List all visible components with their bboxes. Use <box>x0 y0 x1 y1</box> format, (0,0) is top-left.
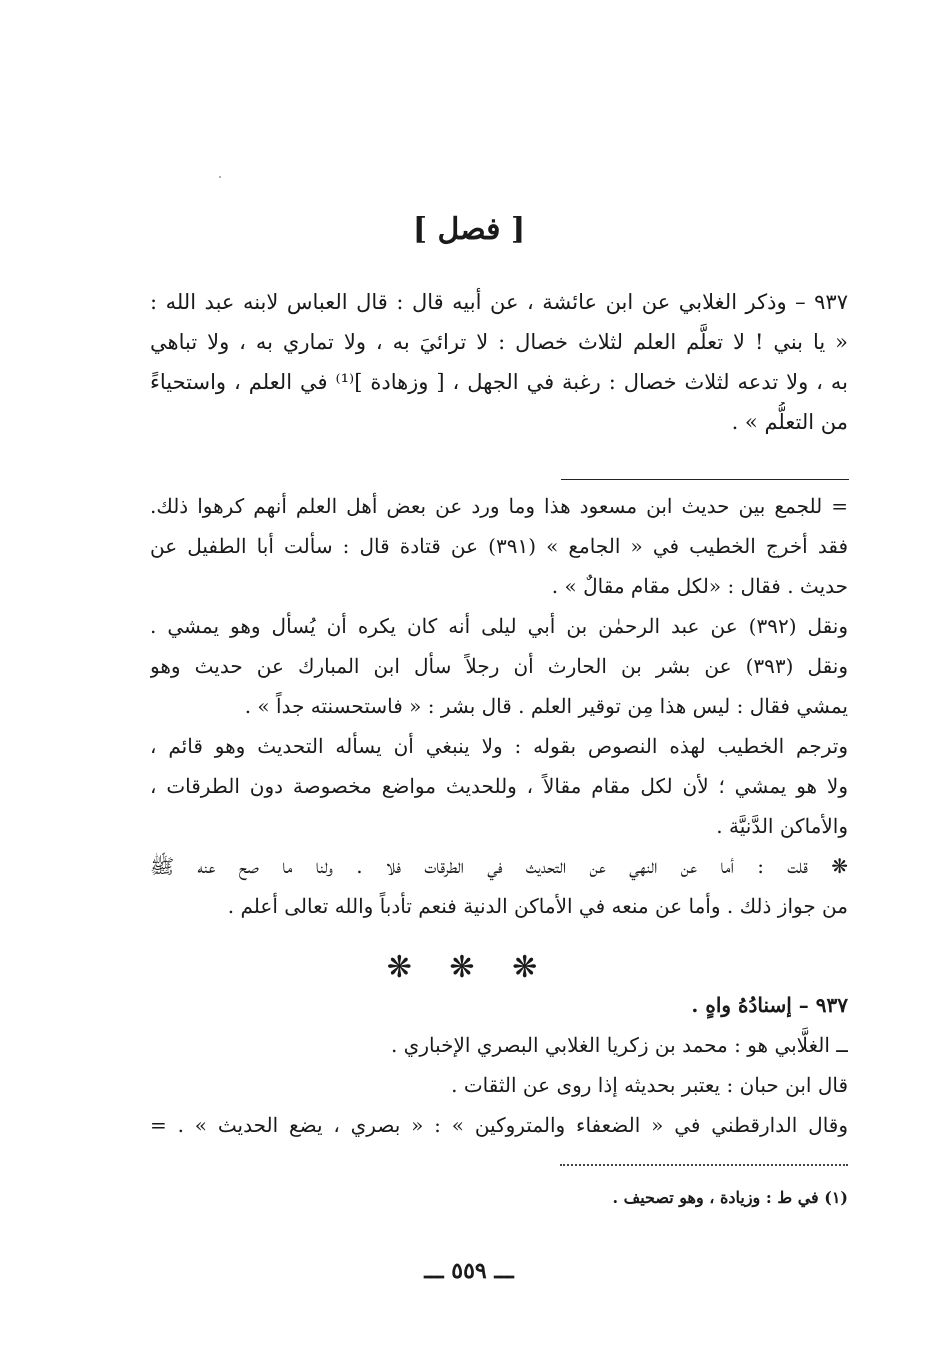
page-number: ـــ ٥٥٩ ـــ <box>424 1258 514 1284</box>
commentary-line: ونقل (٣٩٢) عن عبد الرحمٰن بن أبي ليلى أنه كان يكره أن يُسأل وهو يمشي . <box>150 614 848 638</box>
commentary <box>150 486 848 926</box>
commentary-line: والأماكن الدَّنيَّة . <box>716 814 848 838</box>
commentary-line: من جواز ذلك . وأما عن منعه في الأماكن الدنية فنعم تأدباً والله تعالى أعلم . <box>227 894 848 918</box>
hadith-line: به ، ولا تدعه لثلاث خصال : رغبة في الجهل ، [ وزهادة ]⁽¹⁾ في العلم ، واستحياءً <box>150 370 848 394</box>
star-separator: ❋ ❋ ❋ <box>386 950 552 985</box>
commentary-line: حديث . فقال : «لكل مقام مقالٌ » . <box>551 574 848 598</box>
takhrij-line: ــ الغلَّابي هو : محمد بن زكريا الغلابي البصري الإخباري . <box>390 1033 848 1057</box>
speck <box>219 176 221 178</box>
footnote: (١) في ط : وزيادة ، وهو تصحيف . <box>612 1188 848 1207</box>
commentary-line: ❋ قلت : أما عن النهي عن التحديث في الطرقات فلا . ولنا ما صح عنه ﷺ <box>150 854 848 878</box>
commentary-line: وترجم الخطيب لهذه النصوص بقوله : ولا ينبغي أن يسأله التحديث وهو قائم ، <box>150 734 848 758</box>
footnote-rule <box>561 479 849 480</box>
takhrij-line: قال ابن حبان : يعتبر بحديثه إذا روى عن الثقات . <box>451 1073 848 1097</box>
takhrij-heading: ٩٣٧ – إسنادُهُ واهٍ . <box>691 993 848 1017</box>
takhrij-line: وقال الدارقطني في « الضعفاء والمتروكين » : « بصري ، يضع الحديث » . = <box>150 1113 848 1137</box>
commentary-line: = للجمع بين حديث ابن مسعود هذا وما ورد عن بعض أهل العلم أنهم كرهوا ذلك. <box>150 494 848 518</box>
commentary-line: ونقل (٣٩٣) عن بشر بن الحارث أن رجلاً سأل ابن المبارك عن حديث وهو <box>150 654 848 678</box>
dotted-rule <box>560 1164 848 1166</box>
hadith-line: « يا بني ! لا تعلَّم العلم لثلاث خصال : لا ترائيَ به ، ولا تماري به ، ولا تباهي <box>150 330 848 354</box>
takhrij <box>150 985 848 1145</box>
hadith-line: ٩٣٧ – وذكر الغلابي عن ابن عائشة ، عن أبيه قال : قال العباس لابنه عبد الله : <box>150 290 848 314</box>
commentary-line: يمشي فقال : ليس هذا مِن توقير العلم . قال بشر : « فاستحسنته جداً » . <box>244 694 848 718</box>
hadith-text <box>150 282 848 442</box>
section-heading: [ فصل ] <box>412 212 526 247</box>
hadith-line: من التعلُّم » . <box>731 410 848 434</box>
commentary-line: فقد أخرج الخطيب في « الجامع » (٣٩١) عن قتادة قال : سألت أبا الطفيل عن <box>150 534 848 558</box>
commentary-line: ولا هو يمشي ؛ لأن لكل مقام مقالاً ، وللحديث مواضع مخصوصة دون الطرقات ، <box>150 774 848 798</box>
